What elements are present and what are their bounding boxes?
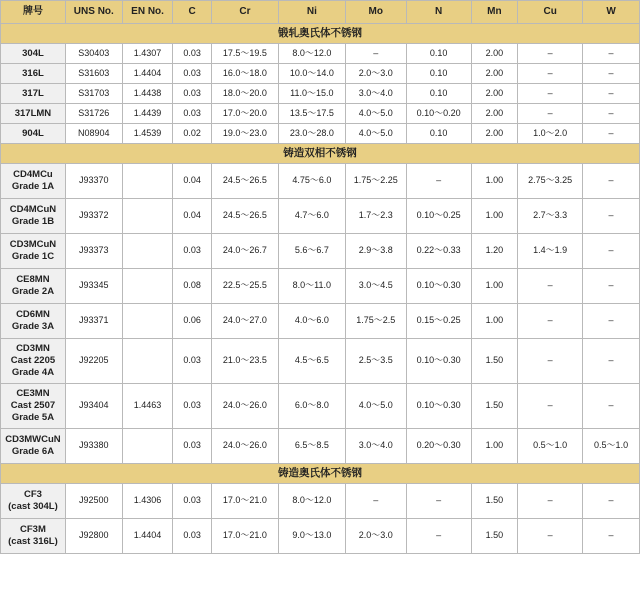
table-cell: 1.00	[471, 199, 518, 234]
table-cell: 6.0～8.0	[278, 384, 345, 429]
table-cell: J93345	[65, 269, 122, 304]
table-cell: 1.4307	[122, 44, 173, 64]
table-cell: 1.4404	[122, 519, 173, 554]
table-row	[1, 484, 640, 519]
table-cell: 8.0～12.0	[278, 484, 345, 519]
grade-subtitle: Grade 1B	[11, 216, 55, 227]
table-cell: 11.0～15.0	[278, 84, 345, 104]
table-cell: 1.00	[471, 304, 518, 339]
table-cell: 4.5～6.5	[278, 339, 345, 384]
table-cell	[122, 199, 173, 234]
grade-cell	[1, 164, 66, 199]
section-header-row	[1, 24, 640, 44]
grade-subtitle: Cast 2507	[10, 400, 56, 412]
table-cell: 0.02	[173, 124, 212, 144]
table-cell: –	[583, 269, 640, 304]
table-cell: 0.15～0.25	[406, 304, 471, 339]
table-cell: 2.00	[471, 104, 518, 124]
table-cell: –	[583, 234, 640, 269]
table-cell: 2.00	[471, 124, 518, 144]
table-cell: 2.00	[471, 64, 518, 84]
table-cell: 2.00	[471, 44, 518, 64]
grade-name: CD4MCuN	[9, 204, 57, 216]
table-cell	[122, 304, 173, 339]
table-cell: 4.7～6.0	[278, 199, 345, 234]
grade-cell	[1, 339, 66, 384]
table-cell: –	[406, 164, 471, 199]
table-cell: N08904	[65, 124, 122, 144]
table-cell: J92205	[65, 339, 122, 384]
table-cell: 2.5～3.5	[345, 339, 406, 384]
table-cell: J93372	[65, 199, 122, 234]
table-cell: 0.03	[173, 339, 212, 384]
table-cell: J93370	[65, 164, 122, 199]
table-cell: 0.03	[173, 519, 212, 554]
table-cell: –	[518, 84, 583, 104]
table-cell: 0.10	[406, 124, 471, 144]
table-cell: –	[583, 304, 640, 339]
table-cell: 18.0～20.0	[211, 84, 278, 104]
table-cell: 2.7～3.3	[518, 199, 583, 234]
table-cell: 17.0～21.0	[211, 484, 278, 519]
table-cell: 0.5～1.0	[518, 429, 583, 464]
grade-name: 304L	[22, 47, 44, 59]
table-cell: J93373	[65, 234, 122, 269]
table-cell: –	[583, 519, 640, 554]
table-row	[1, 304, 640, 339]
table-row	[1, 339, 640, 384]
section-header-row	[1, 144, 640, 164]
table-cell: 0.10	[406, 84, 471, 104]
table-cell: 0.10～0.30	[406, 339, 471, 384]
table-row	[1, 429, 640, 464]
grade-cell	[1, 234, 66, 269]
table-cell: 0.10～0.25	[406, 199, 471, 234]
table-cell: J93371	[65, 304, 122, 339]
grade-cell	[1, 64, 66, 84]
table-cell: 4.0～5.0	[345, 384, 406, 429]
grade-cell	[1, 484, 66, 519]
table-cell: 19.0～23.0	[211, 124, 278, 144]
grade-cell	[1, 84, 66, 104]
table-cell: 0.03	[173, 384, 212, 429]
table-cell: 3.0～4.5	[345, 269, 406, 304]
grade-cell	[1, 384, 66, 429]
table-cell: 24.0～26.0	[211, 429, 278, 464]
table-cell: 21.0～23.5	[211, 339, 278, 384]
grade-name: 317LMN	[14, 107, 52, 119]
table-cell	[122, 429, 173, 464]
table-row	[1, 269, 640, 304]
table-cell: S31603	[65, 64, 122, 84]
column-header-uns: UNS No.	[65, 1, 122, 24]
grade-name: CD6MN	[16, 309, 50, 321]
table-row	[1, 519, 640, 554]
grade-subtitle: (cast 316L)	[8, 536, 58, 547]
table-cell: 17.0～21.0	[211, 519, 278, 554]
table-cell: 6.5～8.5	[278, 429, 345, 464]
table-cell: 0.5～1.0	[583, 429, 640, 464]
table-cell: 0.03	[173, 44, 212, 64]
table-cell: 1.0～2.0	[518, 124, 583, 144]
table-cell: –	[583, 84, 640, 104]
grade-name: CE8MN	[16, 274, 50, 286]
table-row	[1, 84, 640, 104]
table-cell: 8.0～11.0	[278, 269, 345, 304]
table-cell: 24.0～26.7	[211, 234, 278, 269]
table-cell: –	[583, 484, 640, 519]
grade-name: 316L	[22, 67, 44, 79]
column-header-mo: Mo	[345, 1, 406, 24]
table-cell: 2.00	[471, 84, 518, 104]
grade-name: CF3M	[20, 524, 46, 536]
table-cell: 0.04	[173, 199, 212, 234]
table-cell: –	[406, 484, 471, 519]
table-row	[1, 104, 640, 124]
column-header-ni: Ni	[278, 1, 345, 24]
table-cell: 1.00	[471, 429, 518, 464]
section-title: 铸造奥氏体不锈钢	[1, 464, 640, 484]
table-cell: 1.50	[471, 339, 518, 384]
table-cell: –	[583, 199, 640, 234]
table-cell: –	[345, 44, 406, 64]
grade-name: CE3MN	[16, 388, 50, 400]
grade-name: CD4MCu	[13, 169, 53, 181]
column-header-c: C	[173, 1, 212, 24]
column-header-en: EN No.	[122, 1, 173, 24]
grade-cell	[1, 519, 66, 554]
grade-subtitle: Grade 3A	[11, 321, 55, 332]
table-cell: 1.4463	[122, 384, 173, 429]
column-header-cr: Cr	[211, 1, 278, 24]
table-cell: –	[518, 519, 583, 554]
table-cell: 1.50	[471, 384, 518, 429]
table-cell: 2.75～3.25	[518, 164, 583, 199]
table-cell: –	[518, 104, 583, 124]
grade-subtitle: Grade 5A	[11, 411, 55, 423]
table-cell: 2.9～3.8	[345, 234, 406, 269]
grade-name: 317L	[22, 87, 44, 99]
table-cell: 1.4404	[122, 64, 173, 84]
table-row	[1, 164, 640, 199]
grade-cell	[1, 199, 66, 234]
column-header-cu: Cu	[518, 1, 583, 24]
table-cell: –	[583, 124, 640, 144]
table-cell: 3.0～4.0	[345, 429, 406, 464]
table-cell: 0.10	[406, 64, 471, 84]
column-header-w: W	[583, 1, 640, 24]
table-cell: S31726	[65, 104, 122, 124]
table-cell: 1.4539	[122, 124, 173, 144]
table-cell: –	[518, 64, 583, 84]
table-cell: 3.0～4.0	[345, 84, 406, 104]
table-cell: 16.0～18.0	[211, 64, 278, 84]
table-cell: 5.6～6.7	[278, 234, 345, 269]
table-cell: 13.5～17.5	[278, 104, 345, 124]
table-cell: –	[583, 339, 640, 384]
table-cell: 1.50	[471, 519, 518, 554]
table-cell: 2.0～3.0	[345, 64, 406, 84]
table-cell: 0.03	[173, 234, 212, 269]
table-cell: 22.5～25.5	[211, 269, 278, 304]
table-cell: 1.75～2.25	[345, 164, 406, 199]
table-cell: 1.4438	[122, 84, 173, 104]
table-cell: 0.22～0.33	[406, 234, 471, 269]
section-title: 锻轧奥氏体不锈钢	[1, 24, 640, 44]
table-cell: J92800	[65, 519, 122, 554]
table-row	[1, 234, 640, 269]
column-header-mn: Mn	[471, 1, 518, 24]
table-cell	[122, 164, 173, 199]
table-cell: 8.0～12.0	[278, 44, 345, 64]
table-cell: –	[583, 164, 640, 199]
grade-cell	[1, 429, 66, 464]
table-cell: 0.10	[406, 44, 471, 64]
grade-name: CF3	[23, 489, 42, 501]
table-cell: 0.03	[173, 429, 212, 464]
table-cell: 1.75～2.5	[345, 304, 406, 339]
table-cell: 0.10～0.30	[406, 384, 471, 429]
header-row	[1, 1, 640, 24]
table-cell: –	[583, 104, 640, 124]
table-cell: 0.06	[173, 304, 212, 339]
table-row	[1, 384, 640, 429]
table-cell: 2.0～3.0	[345, 519, 406, 554]
grade-subtitle: Grade 6A	[11, 446, 55, 457]
section-title: 铸造双相不锈钢	[1, 144, 640, 164]
table-cell: 24.0～26.0	[211, 384, 278, 429]
table-cell: 0.10～0.20	[406, 104, 471, 124]
table-cell: 0.03	[173, 484, 212, 519]
table-cell: –	[518, 484, 583, 519]
table-body	[1, 24, 640, 554]
grade-subtitle: Grade 4A	[11, 366, 55, 378]
table-cell: 1.50	[471, 484, 518, 519]
table-cell: 4.0～5.0	[345, 124, 406, 144]
table-cell: –	[583, 44, 640, 64]
table-cell: 0.03	[173, 104, 212, 124]
table-cell: J93404	[65, 384, 122, 429]
grade-subtitle: Grade 1A	[11, 181, 55, 192]
table-cell: 0.03	[173, 84, 212, 104]
grade-cell	[1, 44, 66, 64]
table-cell: 17.0～20.0	[211, 104, 278, 124]
table-cell: 4.0～5.0	[345, 104, 406, 124]
grade-cell	[1, 104, 66, 124]
table-cell: J92500	[65, 484, 122, 519]
table-cell: 17.5～19.5	[211, 44, 278, 64]
column-header-n: N	[406, 1, 471, 24]
table-cell: –	[518, 269, 583, 304]
table-cell: 0.08	[173, 269, 212, 304]
section-header-row	[1, 464, 640, 484]
table-cell: –	[406, 519, 471, 554]
table-cell: 9.0～13.0	[278, 519, 345, 554]
table-cell: –	[518, 339, 583, 384]
grade-subtitle: Grade 2A	[11, 286, 55, 297]
grade-name: CD3MWCuN	[5, 434, 61, 446]
table-cell: 4.0～6.0	[278, 304, 345, 339]
table-cell: 23.0～28.0	[278, 124, 345, 144]
grade-name: CD3MN	[16, 343, 50, 355]
table-cell: 1.00	[471, 164, 518, 199]
table-cell: –	[583, 64, 640, 84]
table-cell: 1.20	[471, 234, 518, 269]
table-cell	[122, 339, 173, 384]
grade-cell	[1, 124, 66, 144]
table-cell: 0.03	[173, 64, 212, 84]
grade-name: 904L	[22, 127, 44, 139]
table-cell: 0.20～0.30	[406, 429, 471, 464]
table-cell: 24.5～26.5	[211, 199, 278, 234]
table-cell: S30403	[65, 44, 122, 64]
table-row	[1, 199, 640, 234]
table-cell: 1.4～1.9	[518, 234, 583, 269]
table-cell: 1.4439	[122, 104, 173, 124]
table-row	[1, 124, 640, 144]
table-cell: –	[345, 484, 406, 519]
table-cell: 10.0～14.0	[278, 64, 345, 84]
table-row	[1, 44, 640, 64]
table-cell: J93380	[65, 429, 122, 464]
table-cell: –	[518, 304, 583, 339]
grade-name: CD3MCuN	[9, 239, 57, 251]
grade-cell	[1, 269, 66, 304]
table-cell: 1.4306	[122, 484, 173, 519]
table-cell: –	[583, 384, 640, 429]
table-cell	[122, 269, 173, 304]
table-cell: 1.7～2.3	[345, 199, 406, 234]
grade-subtitle: Cast 2205	[10, 355, 56, 367]
table-cell: S31703	[65, 84, 122, 104]
table-cell: 1.00	[471, 269, 518, 304]
column-header-grade: 牌号	[1, 1, 66, 24]
table-cell: 0.10～0.30	[406, 269, 471, 304]
table-cell: –	[518, 44, 583, 64]
table-header	[1, 1, 640, 24]
table-cell: 24.5～26.5	[211, 164, 278, 199]
table-row	[1, 64, 640, 84]
table-cell: 4.75～6.0	[278, 164, 345, 199]
table-cell: –	[518, 384, 583, 429]
table-cell	[122, 234, 173, 269]
table-cell: 24.0～27.0	[211, 304, 278, 339]
grade-subtitle: Grade 1C	[11, 251, 55, 262]
grade-subtitle: (cast 304L)	[8, 501, 58, 512]
grade-cell	[1, 304, 66, 339]
table-cell: 0.04	[173, 164, 212, 199]
